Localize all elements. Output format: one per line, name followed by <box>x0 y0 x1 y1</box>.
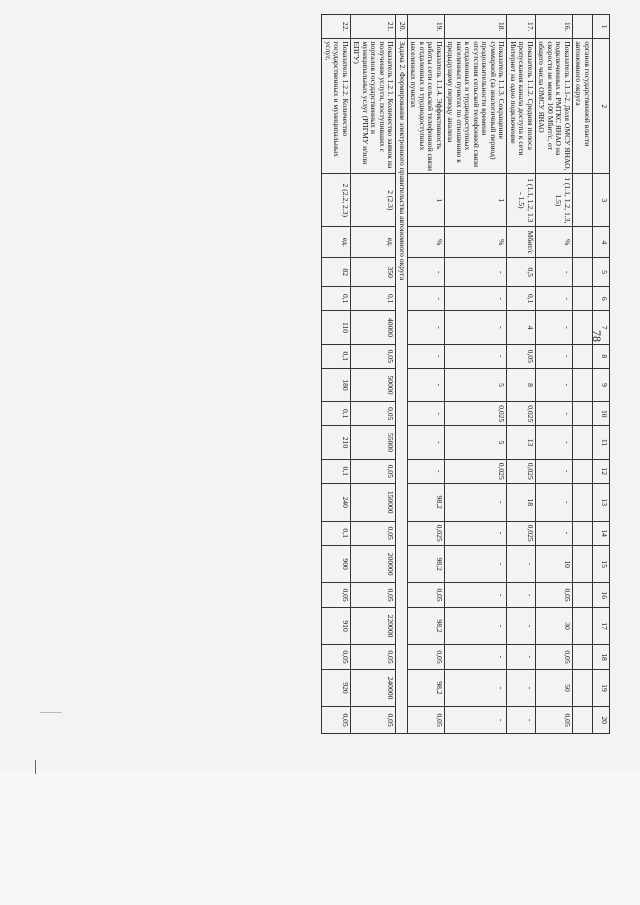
table-cell: - <box>445 645 508 669</box>
table-cell: 0,025 <box>507 521 536 545</box>
table-cell: 110 <box>322 311 351 344</box>
table-cell: 98,2 <box>408 607 445 645</box>
table-row <box>396 15 408 734</box>
table-cell: 240000 <box>351 669 397 707</box>
table-cell: - <box>507 545 536 583</box>
table-cell: - <box>445 545 508 583</box>
table-cell: - <box>536 258 573 287</box>
table-cell: - <box>445 669 508 707</box>
table-cell: 210 <box>322 426 351 459</box>
column-header: 1 <box>593 15 610 39</box>
table-cell: 5 <box>445 426 508 459</box>
table-cell <box>573 287 593 311</box>
table-cell: - <box>507 607 536 645</box>
table-cell <box>573 402 593 426</box>
row-number: 17. <box>507 15 536 39</box>
table-cell: - <box>507 669 536 707</box>
indicators-table <box>322 14 611 734</box>
table-cell: 0,05 <box>322 583 351 607</box>
table-cell: 0,05 <box>351 459 397 483</box>
table-cell: - <box>536 402 573 426</box>
table-cell: 40000 <box>351 311 397 344</box>
table-cell <box>573 227 593 258</box>
table-cell: 910 <box>322 607 351 645</box>
table-cell: 0,05 <box>351 402 397 426</box>
table-cell: 50 <box>536 669 573 707</box>
table-cell: 0,025 <box>507 459 536 483</box>
table-cell: - <box>507 645 536 669</box>
column-header: 15 <box>593 545 610 583</box>
row-number: 21. <box>351 15 397 39</box>
table-cell: 0,05 <box>507 344 536 368</box>
table-cell: - <box>445 707 508 734</box>
table-cell: 920 <box>322 669 351 707</box>
table-cell: 0,05 <box>322 707 351 734</box>
column-header: 17 <box>593 607 610 645</box>
table-cell: 0,025 <box>445 459 508 483</box>
table-cell <box>573 368 593 401</box>
table-cell <box>573 583 593 607</box>
indicator-name: Показатель 1.1.1-2. Доля ОМСУ ЯНАО, подключенных к РМТКС ЯНАО на скорости не менее 100 Мбит/с, от общего числа ОМСУ ЯНАО <box>536 39 573 174</box>
table-cell: - <box>408 344 445 368</box>
table-cell: - <box>408 426 445 459</box>
table-cell: 55000 <box>351 426 397 459</box>
table-cell: - <box>445 607 508 645</box>
table-cell <box>573 483 593 521</box>
table-cell: - <box>536 521 573 545</box>
table-cell: % <box>536 227 573 258</box>
table-cell: - <box>445 483 508 521</box>
table-cell: 0,1 <box>322 521 351 545</box>
row-number: 20. <box>396 15 408 39</box>
table-cell: 900 <box>322 545 351 583</box>
table-cell: 0,05 <box>408 645 445 669</box>
column-header: 10 <box>593 402 610 426</box>
table-cell: 1 (1.1, 1.2, 1.3, 1.5) <box>536 174 573 227</box>
column-header: 7 <box>593 311 610 344</box>
table-cell: - <box>445 311 508 344</box>
row-number: 19. <box>408 15 445 39</box>
table-cell: - <box>408 287 445 311</box>
column-header: 2 <box>593 39 610 174</box>
column-header: 12 <box>593 459 610 483</box>
table-cell: - <box>507 707 536 734</box>
table-cell: - <box>445 521 508 545</box>
table-cell: 2 (2.2, 2.3) <box>322 174 351 227</box>
table-cell: - <box>445 287 508 311</box>
column-header: 5 <box>593 258 610 287</box>
table-cell <box>573 459 593 483</box>
table-cell: 1 <box>408 174 445 227</box>
table-cell <box>573 645 593 669</box>
table-cell: 180 <box>322 368 351 401</box>
table-cell: 200000 <box>351 545 397 583</box>
table-cell: 2 (2.3) <box>351 174 397 227</box>
row-number: 16. <box>536 15 573 39</box>
indicator-name: Показатель 1.1.2. Средняя полоса пропускания канала доступа к сети Интернет на одно подключение <box>507 39 536 174</box>
table-cell: - <box>536 459 573 483</box>
table-cell: 0,1 <box>351 287 397 311</box>
table-header-row <box>593 15 610 734</box>
table-cell: - <box>536 426 573 459</box>
table-cell <box>573 311 593 344</box>
table-cell: 0,5 <box>507 258 536 287</box>
task-heading: Задача 2. Формирование электронного правительства автономного округа <box>396 39 408 734</box>
table-row <box>351 15 397 734</box>
indicator-name: Показатель 1.2.2. Количество государственных и муниципальных услуг, <box>322 39 351 174</box>
table-cell: 0,1 <box>322 287 351 311</box>
table-cell: 18 <box>507 483 536 521</box>
table-cell: 0,05 <box>351 344 397 368</box>
table-cell: 0,025 <box>445 402 508 426</box>
table-cell <box>573 344 593 368</box>
table-cell: - <box>408 459 445 483</box>
column-header: 14 <box>593 521 610 545</box>
table-cell: 0,1 <box>507 287 536 311</box>
table-row <box>573 15 593 734</box>
column-header: 19 <box>593 669 610 707</box>
table-cell: 50000 <box>351 368 397 401</box>
table-cell: 13 <box>507 426 536 459</box>
row-number <box>573 15 593 39</box>
table-cell: 5 <box>445 368 508 401</box>
page-number: 78 <box>590 330 604 342</box>
table-cell: 0,05 <box>351 521 397 545</box>
table-cell: 0,025 <box>507 402 536 426</box>
table-cell: - <box>408 311 445 344</box>
table-cell: 0,05 <box>536 583 573 607</box>
table-cell: 0,05 <box>408 583 445 607</box>
table-cell: 0,05 <box>536 707 573 734</box>
table-cell <box>573 545 593 583</box>
table-cell <box>573 669 593 707</box>
scan-mark <box>40 712 62 713</box>
table-cell: 98,2 <box>408 483 445 521</box>
table-cell <box>573 707 593 734</box>
table-cell: 0,1 <box>322 402 351 426</box>
table-cell: 350 <box>351 258 397 287</box>
table-cell: - <box>536 368 573 401</box>
table-cell: - <box>507 583 536 607</box>
table-cell: - <box>445 583 508 607</box>
page-margin-area <box>0 770 640 905</box>
column-header: 11 <box>593 426 610 459</box>
indicator-name: Показатель 1.1.3. Сокращение суммарной (за аналогичный период) продолжительности времени отсутствия сельской телефонной связи в отдаленных и труднодоступных населенных пунктах по отношению к предыдущему периоду анализа <box>445 39 508 174</box>
table-cell: 0,05 <box>322 645 351 669</box>
table-cell: 1 (1.1, 1.2, 1.3 - 1.5) <box>507 174 536 227</box>
table-cell: 0,05 <box>351 707 397 734</box>
column-header: 6 <box>593 287 610 311</box>
table-cell: 82 <box>322 258 351 287</box>
table-cell: 10 <box>536 545 573 583</box>
row-number: 18. <box>445 15 508 39</box>
table-cell: 0,1 <box>322 344 351 368</box>
table-cell: - <box>408 258 445 287</box>
rotated-table-container <box>90 14 610 734</box>
table-cell: 150000 <box>351 483 397 521</box>
table-cell <box>573 607 593 645</box>
table-cell: 0,05 <box>536 645 573 669</box>
table-cell: - <box>536 344 573 368</box>
column-header: 20 <box>593 707 610 734</box>
table-cell: 0,025 <box>408 521 445 545</box>
scan-mark <box>35 760 36 774</box>
column-header: 9 <box>593 368 610 401</box>
table-row <box>322 15 351 734</box>
table-cell: 30 <box>536 607 573 645</box>
table-cell: - <box>445 258 508 287</box>
table-cell: 0,05 <box>351 583 397 607</box>
table-cell: 98,2 <box>408 545 445 583</box>
table-row <box>536 15 573 734</box>
column-header: 18 <box>593 645 610 669</box>
table-cell: 1 <box>445 174 508 227</box>
table-cell <box>573 426 593 459</box>
table-cell: % <box>408 227 445 258</box>
table-cell: - <box>408 402 445 426</box>
table-cell: 0,1 <box>322 459 351 483</box>
table-cell: 0,05 <box>408 707 445 734</box>
column-header: 13 <box>593 483 610 521</box>
table-cell: ед. <box>351 227 397 258</box>
table-cell: 220000 <box>351 607 397 645</box>
table-cell <box>573 174 593 227</box>
table-cell <box>573 258 593 287</box>
table-cell: ед. <box>322 227 351 258</box>
table-cell: 8 <box>507 368 536 401</box>
table-cell: 4 <box>507 311 536 344</box>
table-cell: Мбит/с <box>507 227 536 258</box>
table-cell: 240 <box>322 483 351 521</box>
table-cell: 98,2 <box>408 669 445 707</box>
indicator-name: Показатель 1.1.4. Эффективность работы сети сельской телефонной связи в отдаленных и труднодоступных населенных пунктах <box>408 39 445 174</box>
table-cell: - <box>536 483 573 521</box>
column-header: 3 <box>593 174 610 227</box>
table-row <box>507 15 536 734</box>
column-header: 8 <box>593 344 610 368</box>
table-cell <box>573 521 593 545</box>
row-number: 22. <box>322 15 351 39</box>
column-header: 4 <box>593 227 610 258</box>
table-cell: % <box>445 227 508 258</box>
table-row <box>408 15 445 734</box>
table-row <box>445 15 508 734</box>
table-cell: - <box>445 344 508 368</box>
table-cell: - <box>536 311 573 344</box>
table-cell: - <box>408 368 445 401</box>
table-cell: - <box>536 287 573 311</box>
table-cell: 0,05 <box>351 645 397 669</box>
indicator-name: органов государственной власти автономного округа <box>573 39 593 174</box>
column-header: 16 <box>593 583 610 607</box>
indicator-name: Показатель 1.2.1. Количество заявок на получение услуги, поступивших с порталов государственных и муниципальных услуг (РПГМУ и/или ЕПГУ) <box>351 39 397 174</box>
